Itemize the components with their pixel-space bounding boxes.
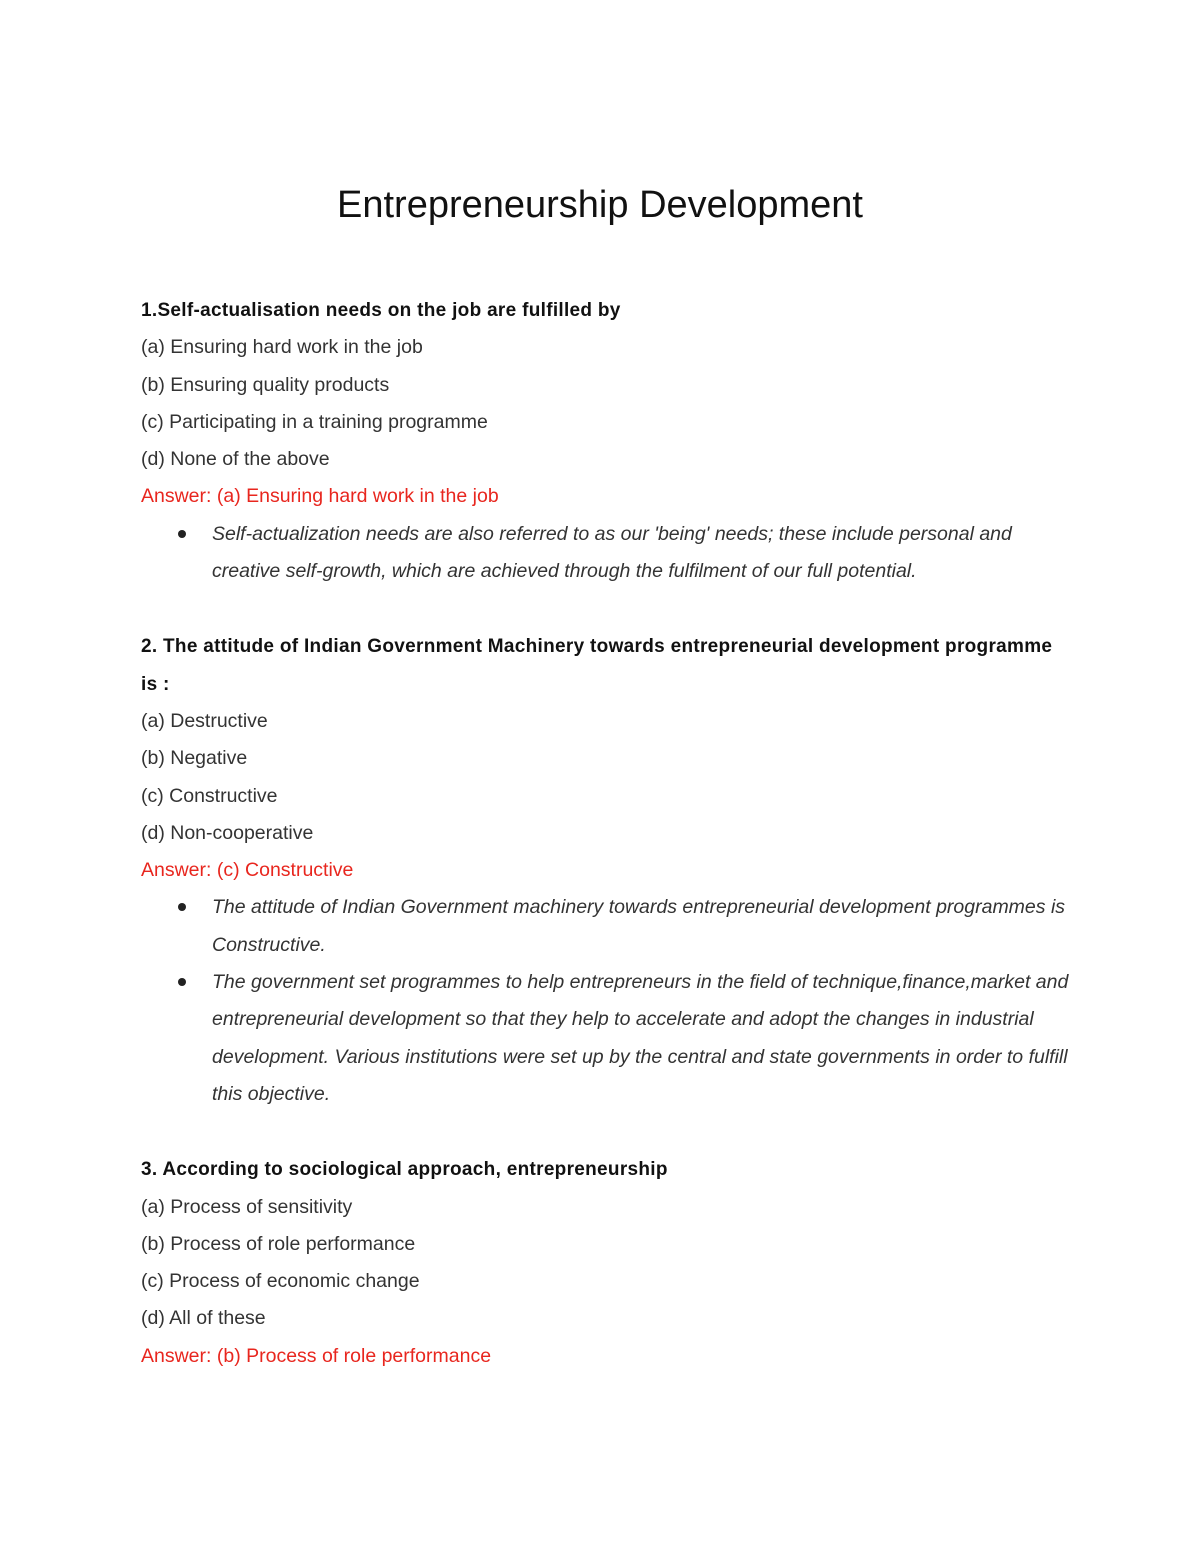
option-b: (b) Process of role performance (141, 1232, 416, 1255)
explanation-item (212, 516, 1071, 591)
answer-text: Answer: (c) Constructive (141, 859, 354, 882)
explanation-list (141, 516, 1071, 591)
option-a: (a) Destructive (141, 709, 268, 732)
question-text: 3. According to sociological approach, entrepreneurship (141, 1159, 668, 1181)
option-a: (a) Process of sensitivity (141, 1195, 353, 1218)
option-c: (c) Participating in a training programme (141, 410, 488, 433)
option-d: (d) Non-cooperative (141, 821, 314, 844)
page-title: Entrepreneurship Development (337, 184, 863, 226)
question-3 (141, 1151, 1071, 1375)
question-2 (141, 628, 1071, 1113)
question-text: 2. The attitude of Indian Government Machinery towards entrepreneurial development programme is : (141, 636, 1053, 695)
question-list (141, 292, 1071, 1413)
explanation-item (212, 964, 1071, 1113)
bullet-icon (178, 978, 186, 986)
explanation-text: The attitude of Indian Government machinery towards entrepreneurial development programmes is Constructive. (212, 896, 1066, 956)
option-c: (c) Process of economic change (141, 1270, 420, 1293)
option-c: (c) Constructive (141, 784, 278, 807)
option-d: (d) All of these (141, 1307, 266, 1330)
answer-text: Answer: (a) Ensuring hard work in the job (141, 485, 499, 508)
answer-text: Answer: (b) Process of role performance (141, 1344, 492, 1367)
bullet-icon (178, 530, 186, 538)
question-text: 1.Self-actualisation needs on the job are fulfilled by (141, 300, 621, 321)
explanation-text: The government set programmes to help entrepreneurs in the field of technique,finance,market and entrepreneurial development so that they help to accelerate and adopt the changes in industrial development. Various institutions were set up by the central and state governments in order to fulfill this objective. (212, 971, 1069, 1105)
explanation-text: Self-actualization needs are also referred to as our 'being' needs; these include personal and creative self-growth, which are achieved through the fulfilment of our full potential. (212, 522, 1012, 583)
bullet-icon (178, 903, 186, 911)
option-b: (b) Negative (141, 747, 248, 770)
explanation-list (141, 889, 1071, 1113)
option-d: (d) None of the above (141, 448, 330, 471)
option-b: (b) Ensuring quality products (141, 373, 390, 396)
question-1 (141, 292, 1071, 590)
option-a: (a) Ensuring hard work in the job (141, 336, 423, 359)
explanation-item (212, 889, 1071, 964)
